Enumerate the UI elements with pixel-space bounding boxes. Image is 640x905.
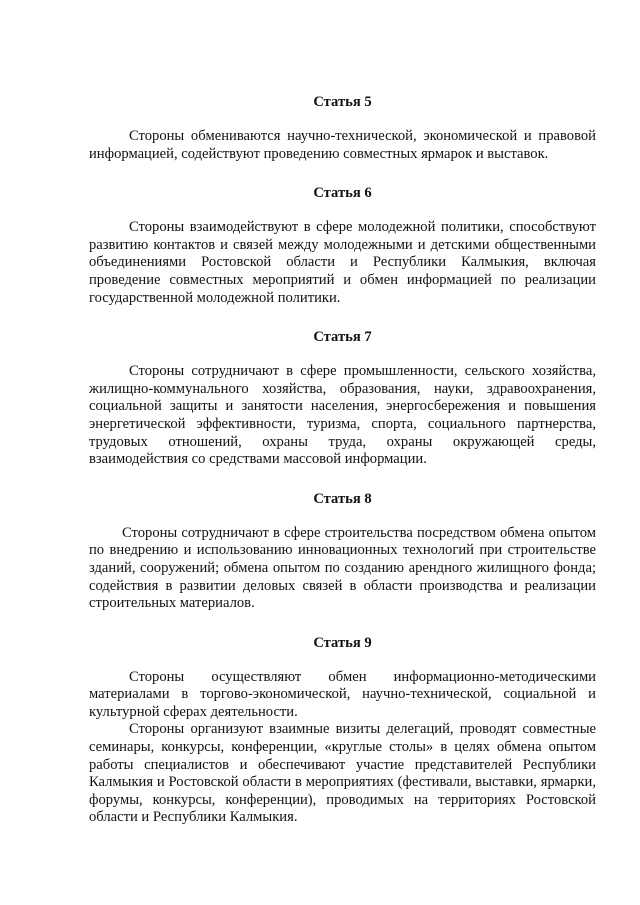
article-paragraph: Стороны осуществляют обмен информационно-методическими материалами в торгово-экономической, научно-технической, социальной и культурной сферах деятельности. [89,668,596,720]
article-title: Статья 6 [313,185,372,202]
article-title: Статья 5 [313,94,372,110]
article-title: Статья 7 [313,329,372,346]
article-9 [89,633,596,827]
document-page [89,92,596,827]
article-paragraph: Стороны обмениваются научно-технической, экономической и правовой информацией, содействуют проведению совместных ярмарок и выставок. [89,128,596,162]
article-paragraph: Стороны взаимодействуют в сфере молодежной политики, способствуют развитию контактов и связей между молодежными и детскими общественными объединениями Ростовской области и Республики Калмыкия, включая проведение совместных мероприятий и обмен информацией по реализации государственной молодежной политики. [89,219,596,306]
article-title: Статья 8 [313,490,372,507]
article-title: Статья 9 [313,634,372,651]
article-6 [89,183,596,307]
article-7 [89,327,596,469]
article-paragraph: Стороны организуют взаимные визиты делегаций, проводят совместные семинары, конкурсы, конференции, «круглые столы» в целях обмена опытом работы специалистов и обеспечивают участие представителей Республики Калмыкия и Ростовской области в мероприятиях (фестивали, выставки, ярмарки, форумы, конкурсы, конференции), проводимых на территориях Ростовской области и Республики Калмыкия. [89,721,596,826]
article-8 [89,489,596,613]
article-paragraph: Стороны сотрудничают в сфере промышленности, сельского хозяйства, жилищно-коммунального хозяйства, образования, науки, здравоохранения, социальной защиты и занятости населения, энергосбережения и повышения энергетической эффективности, туризма, спорта, социального партнерства, трудовых отношений, охраны труда, охраны окружающей среды, взаимодействия со средствами массовой информации. [89,363,596,468]
article-paragraph: Стороны сотрудничают в сфере строительства посредством обмена опытом по внедрению и использованию инновационных технологий при строительстве зданий, сооружений; обмена опытом по созданию арендного жилищного фонда; содействия в развитии деловых связей в области производства и реализации строительных материалов. [89,524,596,612]
article-5 [89,92,596,163]
